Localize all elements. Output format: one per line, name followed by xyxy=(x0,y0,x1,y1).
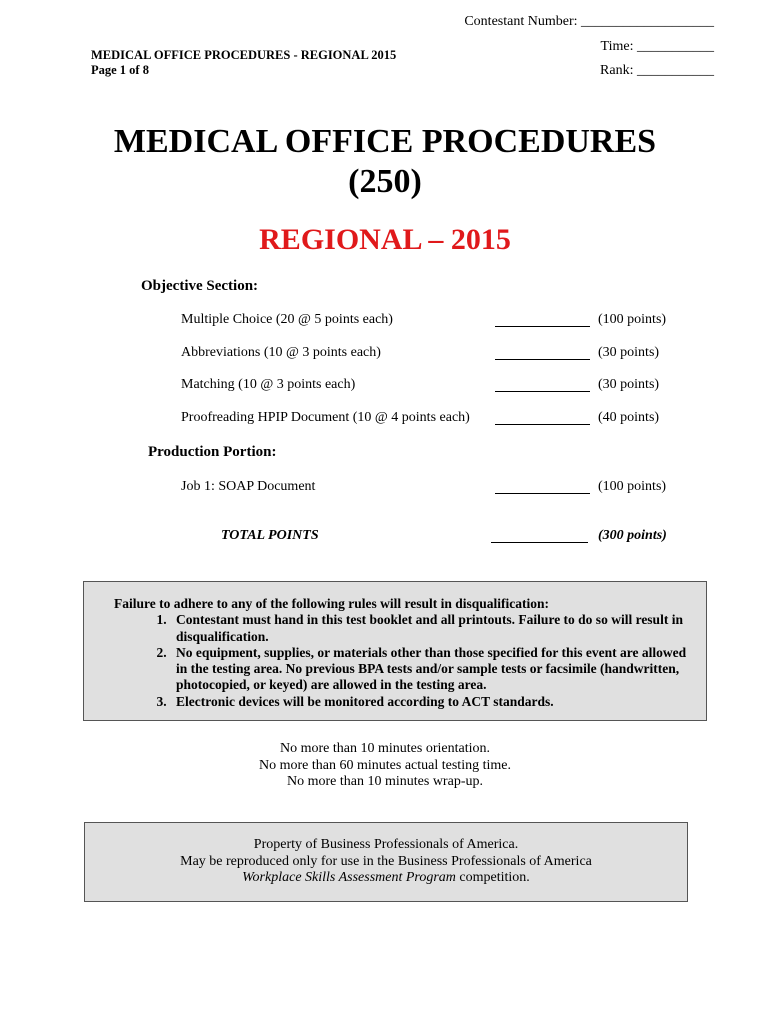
score-blank[interactable] xyxy=(495,345,590,360)
contestant-number-blank[interactable]: ___________________ xyxy=(581,14,714,29)
timing-info xyxy=(0,741,770,791)
total-points-label: TOTAL POINTS xyxy=(221,528,319,543)
copyright-line: Property of Business Professionals of America. xyxy=(253,837,519,852)
score-item-label: Matching (10 @ 3 points each) xyxy=(181,377,356,392)
page-number: Page 1 of 8 xyxy=(91,63,149,77)
score-blank[interactable] xyxy=(495,312,590,327)
rank-field[interactable] xyxy=(600,63,714,79)
score-item-points: (40 points) xyxy=(598,410,660,425)
score-item-points: (30 points) xyxy=(598,377,660,392)
rules-intro: Failure to adhere to any of the following rules will result in disqualification: xyxy=(114,596,550,611)
rule-item: 1. Contestant must hand in this test booklet and all printouts. Failure to do so will result in disqualification. xyxy=(170,612,692,645)
contestant-number-field[interactable] xyxy=(464,14,714,30)
page-title: MEDICAL OFFICE PROCEDURES xyxy=(113,123,657,160)
regional-subtitle: REGIONAL – 2015 xyxy=(259,223,511,256)
production-section-heading: Production Portion: xyxy=(148,444,277,460)
score-item-label: Abbreviations (10 @ 3 points each) xyxy=(181,345,381,360)
rule-item: 2. No equipment, supplies, or materials other than those specified for this event are allowed in the testing area. No previous BPA tests and/or sample tests or facsimile (handwritten, photocopied, or keyed) are allowed in the testing area. xyxy=(170,645,692,694)
total-points-value: (300 points) xyxy=(598,528,667,543)
event-code: (250) xyxy=(348,163,422,200)
rank-blank[interactable]: ___________ xyxy=(637,63,714,78)
contestant-number-label: Contestant Number: xyxy=(464,14,578,29)
program-name: Workplace Skills Assessment Program xyxy=(242,870,456,885)
time-field[interactable] xyxy=(601,39,714,55)
rank-label: Rank: xyxy=(600,63,634,78)
disqualification-rules-box xyxy=(83,581,707,721)
copyright-line: Workplace Skills Assessment Program competition. xyxy=(242,870,530,885)
score-item-points: (100 points) xyxy=(598,312,667,327)
score-blank[interactable] xyxy=(495,410,590,425)
event-line: MEDICAL OFFICE PROCEDURES - REGIONAL 2015 xyxy=(91,48,397,62)
score-item-label: Job 1: SOAP Document xyxy=(181,479,316,494)
score-item-points: (30 points) xyxy=(598,345,660,360)
objective-section-heading: Objective Section: xyxy=(141,278,259,294)
timing-testing: No more than 60 minutes actual testing time. xyxy=(259,757,511,773)
time-blank[interactable]: ___________ xyxy=(637,39,714,54)
score-item-points: (100 points) xyxy=(598,479,667,494)
score-item-label: Proofreading HPIP Document (10 @ 4 points each) xyxy=(181,410,470,425)
score-blank[interactable] xyxy=(495,377,590,392)
copyright-line: May be reproduced only for use in the Business Professionals of America xyxy=(180,853,592,869)
score-item-label: Multiple Choice (20 @ 5 points each) xyxy=(181,312,393,327)
rules-list xyxy=(114,612,692,710)
copyright-notice-box xyxy=(84,822,688,902)
timing-orientation: No more than 10 minutes orientation. xyxy=(280,741,490,756)
time-label: Time: xyxy=(600,39,634,54)
rule-item: 3. Electronic devices will be monitored according to ACT standards. xyxy=(170,694,692,710)
score-blank[interactable] xyxy=(495,479,590,494)
timing-wrapup: No more than 10 minutes wrap-up. xyxy=(287,774,483,789)
total-points-blank[interactable] xyxy=(491,528,588,543)
